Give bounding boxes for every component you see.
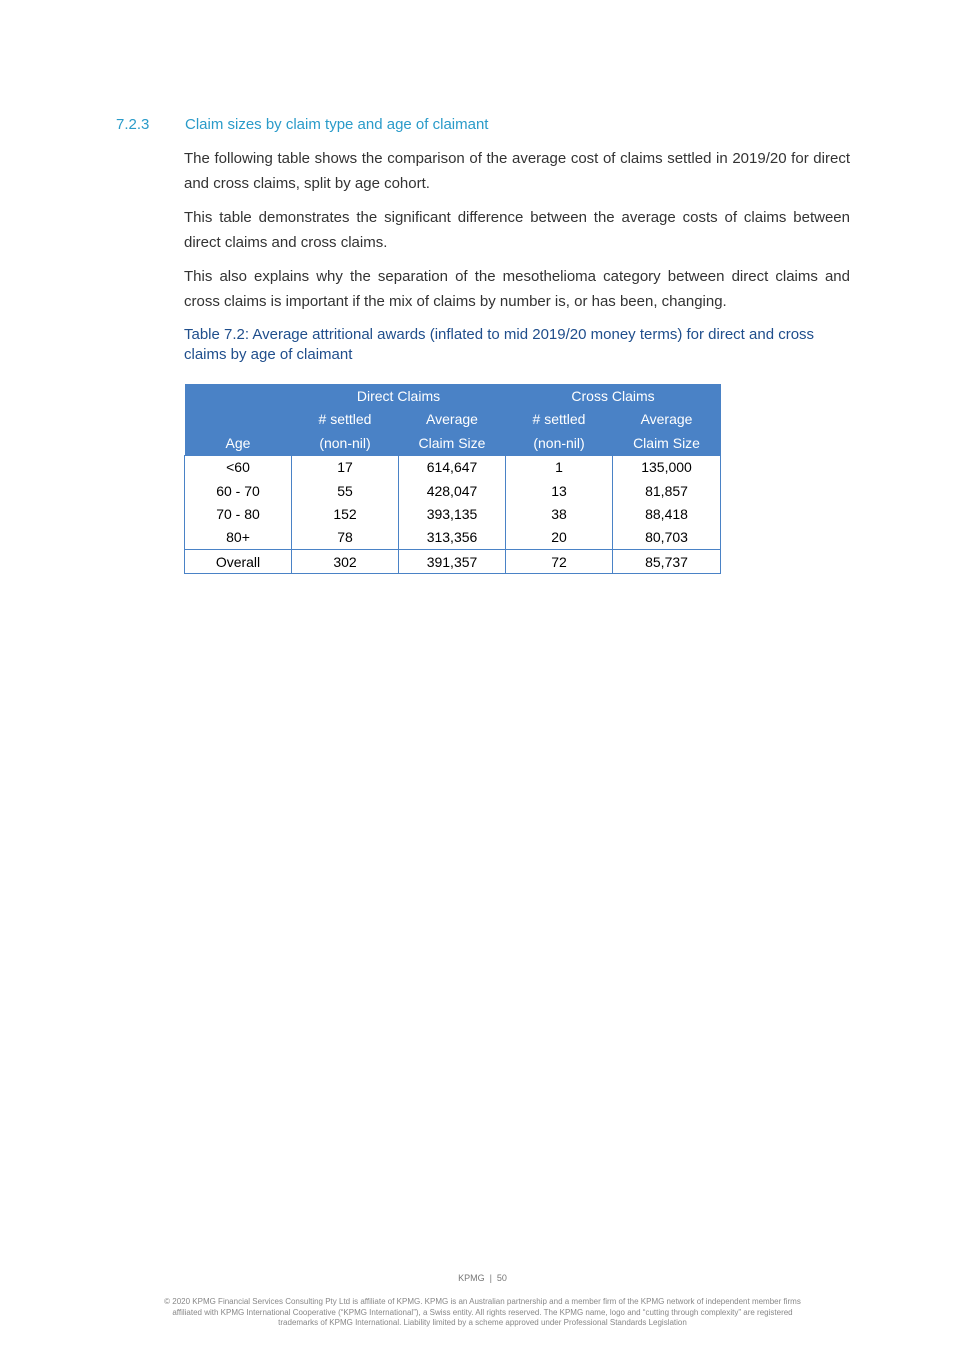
cell-age: Overall xyxy=(185,550,292,574)
cell-direct-average: 313,356 xyxy=(399,526,506,550)
cell-cross-settled: 72 xyxy=(506,550,613,574)
cell-direct-average: 428,047 xyxy=(399,479,506,502)
table-row-overall xyxy=(185,550,721,574)
cell-direct-settled: 55 xyxy=(292,479,399,502)
header-row-sub2 xyxy=(185,431,721,455)
paragraph-2: This table demonstrates the significant difference between the average costs of claims between direct claims and cross claims. xyxy=(184,209,850,251)
page-number: KPMG | 50 xyxy=(458,1273,507,1283)
header-direct-nonnil: (non-nil) xyxy=(292,431,399,455)
cell-cross-average: 135,000 xyxy=(613,455,721,479)
paragraph-1: The following table shows the comparison of the average cost of claims settled in 2019/20 for direct and cross claims, split by age cohort. xyxy=(184,150,850,192)
cell-cross-settled: 38 xyxy=(506,502,613,525)
cell-cross-settled: 20 xyxy=(506,526,613,550)
cell-direct-settled: 302 xyxy=(292,550,399,574)
table-caption: Table 7.2: Average attritional awards (inflated to mid 2019/20 money terms) for direct and cross claims by age of claimant xyxy=(184,326,815,363)
cell-cross-average: 81,857 xyxy=(613,479,721,502)
cell-direct-average: 393,135 xyxy=(399,502,506,525)
cell-age: 80+ xyxy=(185,526,292,550)
cell-cross-average: 85,737 xyxy=(613,550,721,574)
cell-age: <60 xyxy=(185,455,292,479)
cell-cross-settled: 1 xyxy=(506,455,613,479)
header-direct-claims: Direct Claims xyxy=(292,384,506,408)
cell-cross-average: 80,703 xyxy=(613,526,721,550)
cell-cross-average: 88,418 xyxy=(613,502,721,525)
header-row-groups xyxy=(185,384,721,408)
header-direct-settled: # settled xyxy=(292,408,399,432)
cell-direct-average: 614,647 xyxy=(399,455,506,479)
header-row-sub1 xyxy=(185,408,721,432)
table-row xyxy=(185,455,721,479)
header-cross-average: Average xyxy=(613,408,721,432)
cell-direct-average: 391,357 xyxy=(399,550,506,574)
header-cross-nonnil: (non-nil) xyxy=(506,431,613,455)
legal-line: © 2020 KPMG Financial Services Consulting Pty Ltd is affiliate of KPMG. KPMG is an Australian partnership and a member firm of the KPMG network of independent member firms xyxy=(164,1297,801,1306)
table-row xyxy=(185,502,721,525)
cell-direct-settled: 78 xyxy=(292,526,399,550)
header-cross-claims: Cross Claims xyxy=(506,384,721,408)
legal-line: trademarks of KPMG International. Liability limited by a scheme approved under Professional Standards Legislation xyxy=(278,1318,687,1327)
table-row xyxy=(185,479,721,502)
section-heading xyxy=(116,116,876,133)
header-age: Age xyxy=(185,431,292,455)
header-cross-claim-size: Claim Size xyxy=(613,431,721,455)
section-number: 7.2.3 xyxy=(116,116,150,133)
legal-notice xyxy=(115,1297,850,1329)
cell-cross-settled: 13 xyxy=(506,479,613,502)
cell-age: 70 - 80 xyxy=(185,502,292,525)
cell-age: 60 - 70 xyxy=(185,479,292,502)
header-direct-claim-size: Claim Size xyxy=(399,431,506,455)
section-title: Claim sizes by claim type and age of claimant xyxy=(185,116,489,133)
cell-direct-settled: 17 xyxy=(292,455,399,479)
table-row xyxy=(185,526,721,550)
header-empty-cell xyxy=(185,408,292,432)
legal-line: affiliated with KPMG International Cooperative (“KPMG International”), a Swiss entity. All rights reserved. The KPMG name, logo and “cutting through complexity” are registered xyxy=(172,1307,793,1317)
header-cross-settled: # settled xyxy=(506,408,613,432)
header-empty-cell xyxy=(185,384,292,408)
cell-direct-settled: 152 xyxy=(292,502,399,525)
paragraph-3: This also explains why the separation of the mesothelioma category between direct claims and cross claims is important if the mix of claims by number is, or has been, changing. xyxy=(184,268,850,310)
header-direct-average: Average xyxy=(399,408,506,432)
claims-table xyxy=(184,384,721,574)
